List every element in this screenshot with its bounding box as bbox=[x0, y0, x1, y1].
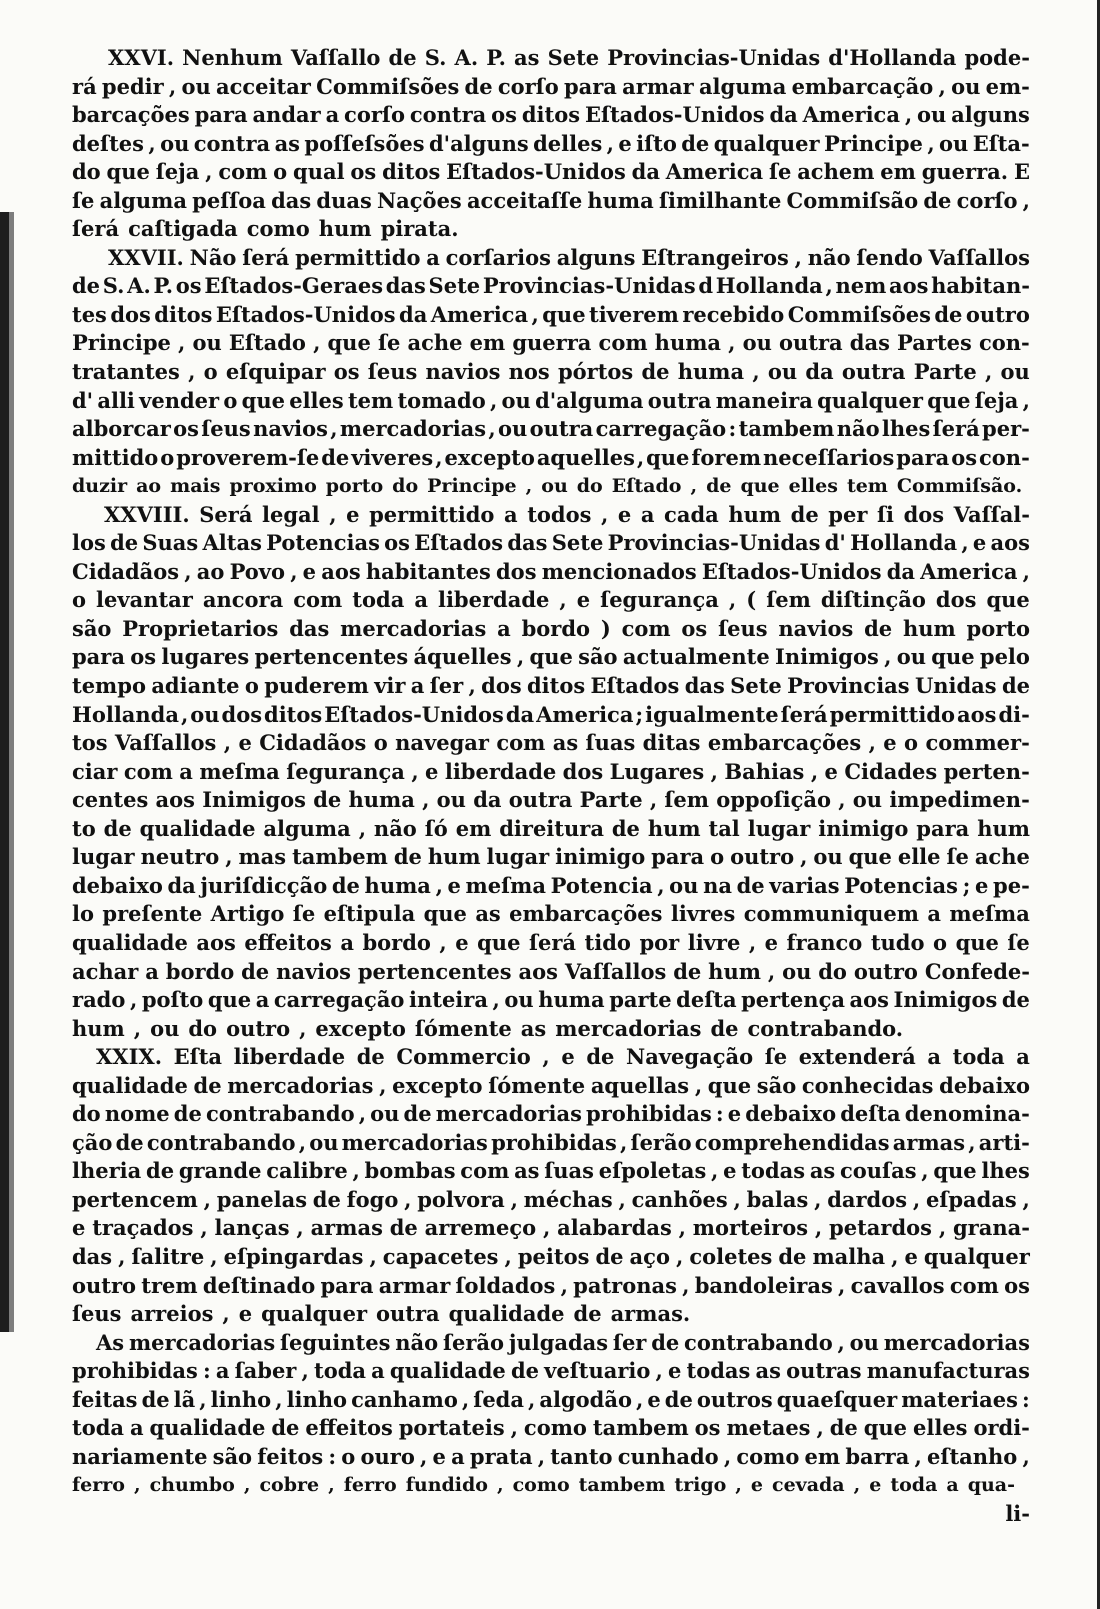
text-line: lugar neutro , mas tambem de hum lugar inimigo para o outro , ou que elle ſe ache bbox=[72, 844, 1030, 870]
article-continuation bbox=[72, 1329, 1030, 1500]
text-line: Hollanda , ou dos ditos Eſtados-Unidos da America ; igualmente ſerá permittido aos di- bbox=[72, 701, 1030, 727]
text-line: barcações para andar a corſo contra os ditos Eſtados-Unidos da America , ou alguns bbox=[72, 102, 1030, 128]
text-line: centes aos Inimigos de huma , ou da outra Parte , ſem oppoſição , ou impedimen- bbox=[72, 787, 1030, 813]
text-line: e traçados , lanças , armas de arremeço , alabardas , morteiros , petardos , grana- bbox=[72, 1215, 1030, 1241]
text-line: tempo adiante o puderem vir a ſer , dos ditos Eſtados das Sete Provincias Unidas de bbox=[72, 673, 1030, 699]
text-line: ſerá caſtigada como hum pirata. bbox=[72, 216, 459, 242]
text-line: Cidadãos , ao Povo , e aos habitantes dos mencionados Eſtados-Unidos da America , bbox=[72, 558, 1030, 584]
text-line: ferro , chumbo , cobre , ferro fundido , como tambem trigo , e cevada , e toda a qua- bbox=[72, 1474, 1015, 1497]
text-line: lo preſente Artigo ſe eſtipula que as embarcações livres communiquem a meſma bbox=[72, 901, 1030, 927]
article-xxviii bbox=[72, 501, 1030, 1043]
text-line: tratantes , o eſquipar os ſeus navios nos pórtos de huma , ou da outra Parte , ou bbox=[72, 359, 1030, 385]
text-line: alborcar os ſeus navios , mercadorias , ou outra carregação : tambem não lhes ſerá per- bbox=[72, 416, 1030, 442]
text-line: qualidade de mercadorias , excepto ſómente aquellas , que são conhecidas debaixo bbox=[72, 1072, 1030, 1098]
text-line: duzir ao mais proximo porto do Principe , ou do Eſtado , de que elles tem Commiſsão. bbox=[72, 475, 1023, 498]
text-line: feitas de lã , linho , linho canhamo , ſeda , algodão , e de outros quaeſquer materiaes : bbox=[72, 1386, 1030, 1412]
text-line: ſeus arreios , e qualquer outra qualidade de armas. bbox=[72, 1301, 691, 1327]
text-line: lheria de grande calibre , bombas com as ſuas eſpoletas , e todas as couſas , que lhes bbox=[72, 1158, 1030, 1184]
text-line: rado , poſto que a carregação inteira , ou huma parte deſta pertença aos Inimigos de bbox=[72, 987, 1030, 1013]
text-line: XXVI. Nenhum Vaſſallo de S. A. P. as Sete Provincias-Unidas d'Hollanda pode- bbox=[108, 45, 1030, 70]
text-line: XXVIII. Será legal , e permittido a todos , e a cada hum de per ſi dos Vaſſal- bbox=[104, 501, 1030, 527]
text-line: são Proprietarios das mercadorias a bordo ) com os ſeus navios de hum porto bbox=[72, 615, 1030, 641]
text-line: tos Vaſſallos , e Cidadãos o navegar com as ſuas ditas embarcações , e o commer- bbox=[72, 730, 1030, 756]
text-line: ção de contrabando , ou mercadorias prohibidas , ſerão comprehendidas armas , arti- bbox=[72, 1129, 1030, 1155]
text-line: achar a bordo de navios pertencentes aos Vaſſallos de hum , ou do outro Confede- bbox=[72, 958, 1030, 984]
text-line: ciar com a meſma ſegurança , e liberdade dos Lugares , Bahias , e Cidades perten- bbox=[72, 758, 1030, 784]
article-xxvii bbox=[72, 244, 1030, 501]
article-xxix bbox=[72, 1043, 1030, 1328]
text-line: debaixo da juriſdicção de huma , e meſma Potencia , ou na de varias Potencias ; e pe- bbox=[72, 872, 1030, 898]
text-line: toda a qualidade de effeitos portateis , como tambem os metaes , de que elles ordi- bbox=[72, 1415, 1030, 1441]
text-line: d' alli vender o que elles tem tomado , ou d'alguma outra maneira qualquer que ſeja , bbox=[72, 387, 1030, 413]
text-line: o levantar ancora com toda a liberdade , e ſegurança , ( ſem diſtinção dos que bbox=[72, 587, 1030, 613]
text-line: los de Suas Altas Potencias os Eſtados das Sete Provincias-Unidas d' Hollanda , e aos bbox=[72, 530, 1030, 556]
text-line: prohibidas : a ſaber , toda a qualidade de veſtuario , e todas as outras manufacturas bbox=[72, 1358, 1030, 1384]
scan-left-edge-shadow bbox=[0, 212, 9, 1332]
text-line: hum , ou do outro , excepto ſómente as mercadorias de contrabando. bbox=[72, 1015, 904, 1041]
text-line: XXIX. Eſta liberdade de Commercio , e de Navegação ſe extenderá a toda a bbox=[96, 1044, 1030, 1070]
text-line: das , ſalitre , eſpingardas , capacetes , peitos de aço , coletes de malha , e qualquer bbox=[72, 1243, 1030, 1269]
text-line: to de qualidade alguma , não ſó em direitura de hum tal lugar inimigo para hum bbox=[72, 815, 1030, 841]
text-line: As mercadorias ſeguintes não ſerão julgadas ſer de contrabando , ou mercadorias bbox=[96, 1329, 1030, 1355]
catchword: li- bbox=[1005, 1500, 1030, 1526]
text-line: para os lugares pertencentes áquelles , que são actualmente Inimigos , ou que pelo bbox=[72, 644, 1030, 670]
text-line: tes dos ditos Eſtados-Unidos da America , que tiverem recebido Commiſsões de outro bbox=[72, 301, 1030, 327]
text-line: XXVII. Não ſerá permittido a corſarios alguns Eſtrangeiros , não ſendo Vaſſallos bbox=[108, 244, 1030, 270]
text-line: mittido o proverem-ſe de viveres , excepto aquelles , que forem neceſſarios para os con- bbox=[72, 444, 1030, 470]
text-line: rá pedir , ou acceitar Commiſsões de corſo para armar alguma embarcação , ou em- bbox=[72, 73, 1030, 99]
text-line: do que ſeja , com o qual os ditos Eſtados-Unidos da America ſe achem em guerra. E bbox=[72, 159, 1030, 185]
document-page bbox=[72, 44, 1030, 1528]
text-line: ſe alguma peſſoa das duas Nações acceitaſſe huma ſimilhante Commiſsão de corſo , bbox=[72, 187, 1030, 213]
article-xxvi bbox=[72, 44, 1030, 244]
text-line: deſtes , ou contra as poſſeſsões d'alguns delles , e iſto de qualquer Principe , ou Eſta- bbox=[72, 130, 1030, 156]
text-line: Principe , ou Eſtado , que ſe ache em guerra com huma , ou outra das Partes con- bbox=[72, 330, 1030, 356]
text-line: nariamente são feitos : o ouro , e a prata , tanto cunhado , como em barra , eſtanho , bbox=[72, 1443, 1030, 1469]
text-line: qualidade aos effeitos a bordo , e que ſerá tido por livre , e franco tudo o que ſe bbox=[72, 929, 1030, 955]
text-line: pertencem , panelas de fogo , polvora , méchas , canhões , balas , dardos , eſpadas , bbox=[72, 1186, 1030, 1212]
text-line: de S. A. P. os Eſtados-Geraes das Sete Provincias-Unidas d Hollanda , nem aos habitan- bbox=[72, 273, 1030, 299]
text-line: do nome de contrabando , ou de mercadorias prohibidas : e debaixo deſta denomina- bbox=[72, 1101, 1030, 1127]
text-line: outro trem deſtinado para armar ſoldados , patronas , bandoleiras , cavallos com os bbox=[72, 1272, 1030, 1298]
